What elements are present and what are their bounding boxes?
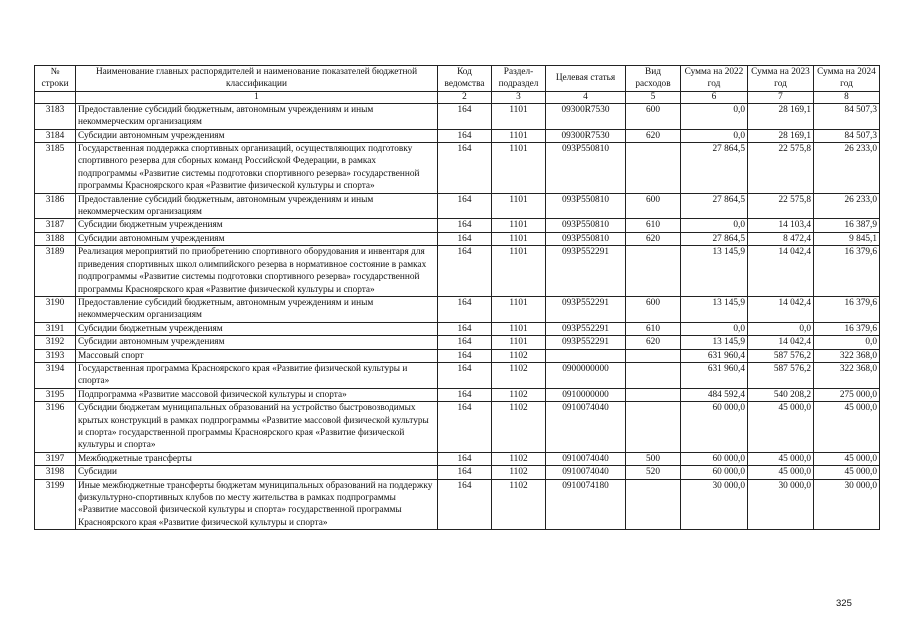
section-code: 1102 [492,479,546,530]
row-number: 3190 [35,296,76,322]
budget-table [34,65,880,530]
table-row [35,129,880,142]
target-article: 093P550810 [546,143,626,194]
sum-2023: 14 103,4 [748,219,814,232]
sum-2024: 16 387,9 [814,219,880,232]
section-code: 1101 [492,336,546,349]
sum-2024: 16 379,6 [814,296,880,322]
row-name: Реализация мероприятий по приобретению спортивного оборудования и инвентаря для приведения спортивных школ олимпийского резерва в нормативное состояние в рамках подпрограммы «Развитие системы подготовки спортивного резерва» государственной программы Красноярского края «Развитие физической культуры и спорта» [76,246,438,297]
dept-code: 164 [438,322,492,335]
sum-2024: 45 000,0 [814,466,880,479]
section-code: 1101 [492,246,546,297]
header-sum-2022: Сумма на 2022 год [681,66,748,92]
row-name: Субсидии автономным учреждениям [76,232,438,245]
sum-2024: 0,0 [814,336,880,349]
expense-type: 620 [626,336,681,349]
expense-type: 520 [626,466,681,479]
dept-code: 164 [438,362,492,388]
expense-type [626,479,681,530]
section-code: 1102 [492,452,546,465]
target-article: 093P550810 [546,193,626,219]
column-number [35,91,76,103]
sum-2024: 16 379,6 [814,322,880,335]
row-number: 3198 [35,466,76,479]
sum-2023: 45 000,0 [748,402,814,453]
sum-2023: 14 042,4 [748,246,814,297]
row-number: 3192 [35,336,76,349]
expense-type: 600 [626,193,681,219]
dept-code: 164 [438,103,492,129]
sum-2023: 587 576,2 [748,349,814,362]
sum-2022: 13 145,9 [681,336,748,349]
dept-code: 164 [438,219,492,232]
expense-type [626,349,681,362]
expense-type [626,143,681,194]
sum-2022: 631 960,4 [681,362,748,388]
row-number: 3187 [35,219,76,232]
expense-type: 600 [626,103,681,129]
sum-2022: 13 145,9 [681,246,748,297]
row-name: Субсидии автономным учреждениям [76,129,438,142]
row-name: Субсидии бюджетным учреждениям [76,322,438,335]
row-name: Предоставление субсидий бюджетным, автономным учреждениям и иным некоммерческим организациям [76,193,438,219]
table-row [35,143,880,194]
expense-type: 620 [626,129,681,142]
header-sum-2024: Сумма на 2024 год [814,66,880,92]
target-article: 0900000000 [546,362,626,388]
table-row [35,322,880,335]
row-number: 3194 [35,362,76,388]
row-name: Государственная программа Красноярского края «Развитие физической культуры и спорта» [76,362,438,388]
sum-2023: 0,0 [748,322,814,335]
section-code: 1102 [492,362,546,388]
sum-2024: 322 368,0 [814,362,880,388]
sum-2024: 322 368,0 [814,349,880,362]
sum-2022: 27 864,5 [681,232,748,245]
sum-2022: 0,0 [681,219,748,232]
row-name: Субсидии [76,466,438,479]
dept-code: 164 [438,143,492,194]
row-name: Предоставление субсидий бюджетным, автономным учреждениям и иным некоммерческим организациям [76,296,438,322]
sum-2023: 22 575,8 [748,193,814,219]
row-name: Иные межбюджетные трансферты бюджетам муниципальных образований на поддержку физкультурно-спортивных клубов по месту жительства в рамках подпрограммы «Развитие массовой физической культуры и спорта» государственной программы Красноярского края «Развитие физической культуры и спорта» [76,479,438,530]
expense-type: 610 [626,219,681,232]
target-article: 093P552291 [546,296,626,322]
sum-2024: 16 379,6 [814,246,880,297]
sum-2023: 28 169,1 [748,103,814,129]
row-name: Подпрограмма «Развитие массовой физической культуры и спорта» [76,388,438,401]
column-number: 7 [748,91,814,103]
sum-2022: 484 592,4 [681,388,748,401]
sum-2022: 27 864,5 [681,143,748,194]
table-row [35,402,880,453]
table-row [35,193,880,219]
sum-2023: 22 575,8 [748,143,814,194]
sum-2024: 84 507,3 [814,103,880,129]
target-article: 0910074040 [546,452,626,465]
sum-2023: 45 000,0 [748,466,814,479]
section-code: 1101 [492,103,546,129]
sum-2022: 27 864,5 [681,193,748,219]
sum-2024: 30 000,0 [814,479,880,530]
row-number: 3191 [35,322,76,335]
sum-2022: 0,0 [681,129,748,142]
dept-code: 164 [438,479,492,530]
dept-code: 164 [438,349,492,362]
row-number: 3193 [35,349,76,362]
row-name: Субсидии бюджетам муниципальных образований на устройство быстровозводимых крытых конструкций в рамках подпрограммы «Развитие массовой физической культуры и спорта» государственной программы Красноярского края «Развитие физической культуры и спорта» [76,402,438,453]
section-code: 1101 [492,232,546,245]
header-target: Целевая статья [546,66,626,92]
sum-2024: 45 000,0 [814,452,880,465]
section-code: 1101 [492,129,546,142]
section-code: 1101 [492,296,546,322]
dept-code: 164 [438,452,492,465]
sum-2022: 631 960,4 [681,349,748,362]
section-code: 1102 [492,402,546,453]
dept-code: 164 [438,466,492,479]
sum-2022: 30 000,0 [681,479,748,530]
section-code: 1101 [492,193,546,219]
target-article: 093P550810 [546,232,626,245]
dept-code: 164 [438,402,492,453]
sum-2022: 60 000,0 [681,402,748,453]
expense-type [626,246,681,297]
table-row [35,388,880,401]
section-code: 1102 [492,466,546,479]
target-article [546,349,626,362]
sum-2024: 9 845,1 [814,232,880,245]
expense-type: 500 [626,452,681,465]
row-number: 3199 [35,479,76,530]
column-number: 4 [546,91,626,103]
header-row-num: № строки [35,66,76,92]
sum-2023: 30 000,0 [748,479,814,530]
table-row [35,452,880,465]
dept-code: 164 [438,336,492,349]
table-row [35,246,880,297]
row-number: 3185 [35,143,76,194]
section-code: 1102 [492,388,546,401]
table-row [35,479,880,530]
row-number: 3195 [35,388,76,401]
sum-2022: 0,0 [681,103,748,129]
expense-type [626,388,681,401]
expense-type: 610 [626,322,681,335]
dept-code: 164 [438,296,492,322]
table-row [35,336,880,349]
row-number: 3186 [35,193,76,219]
sum-2023: 45 000,0 [748,452,814,465]
dept-code: 164 [438,246,492,297]
sum-2024: 45 000,0 [814,402,880,453]
section-code: 1101 [492,219,546,232]
table-header [35,66,880,104]
sum-2024: 26 233,0 [814,193,880,219]
sum-2022: 60 000,0 [681,452,748,465]
target-article: 093P552291 [546,246,626,297]
target-article: 093P550810 [546,219,626,232]
row-name: Субсидии автономным учреждениям [76,336,438,349]
target-article: 0910000000 [546,388,626,401]
row-name: Массовый спорт [76,349,438,362]
column-number: 6 [681,91,748,103]
table-row [35,296,880,322]
target-article: 0910074040 [546,402,626,453]
row-name: Предоставление субсидий бюджетным, автономным учреждениям и иным некоммерческим организациям [76,103,438,129]
dept-code: 164 [438,232,492,245]
sum-2022: 60 000,0 [681,466,748,479]
sum-2023: 28 169,1 [748,129,814,142]
sum-2024: 84 507,3 [814,129,880,142]
sum-2023: 540 208,2 [748,388,814,401]
dept-code: 164 [438,193,492,219]
target-article: 09300R7530 [546,129,626,142]
row-number: 3184 [35,129,76,142]
table-row [35,362,880,388]
expense-type [626,402,681,453]
row-number: 3189 [35,246,76,297]
sum-2024: 275 000,0 [814,388,880,401]
table-body [35,103,880,529]
sum-2023: 587 576,2 [748,362,814,388]
row-name: Государственная поддержка спортивных организаций, осуществляющих подготовку спортивного резерва для сборных команд Российской Федерации, в рамках подпрограммы «Развитие системы подготовки спортивного резерва» государственной программы Красноярского края «Развитие физической культуры и спорта» [76,143,438,194]
row-number: 3183 [35,103,76,129]
column-number: 5 [626,91,681,103]
expense-type: 600 [626,296,681,322]
column-number: 2 [438,91,492,103]
section-code: 1101 [492,143,546,194]
sum-2023: 14 042,4 [748,336,814,349]
table-row [35,349,880,362]
table-row [35,103,880,129]
dept-code: 164 [438,388,492,401]
header-dept-code: Код ведомства [438,66,492,92]
page-number: 325 [836,598,852,609]
target-article: 09300R7530 [546,103,626,129]
sum-2024: 26 233,0 [814,143,880,194]
column-number: 8 [814,91,880,103]
header-section: Раздел-подраздел [492,66,546,92]
row-number: 3197 [35,452,76,465]
row-name: Межбюджетные трансферты [76,452,438,465]
target-article: 0910074040 [546,466,626,479]
expense-type: 620 [626,232,681,245]
section-code: 1102 [492,349,546,362]
target-article: 0910074180 [546,479,626,530]
row-name: Субсидии бюджетным учреждениям [76,219,438,232]
table-row [35,466,880,479]
dept-code: 164 [438,129,492,142]
table-row [35,219,880,232]
header-sum-2023: Сумма на 2023 год [748,66,814,92]
expense-type [626,362,681,388]
row-number: 3196 [35,402,76,453]
header-name: Наименование главных распорядителей и наименование показателей бюджетной классификации [76,66,438,92]
section-code: 1101 [492,322,546,335]
column-number-row [35,91,880,103]
column-number: 1 [76,91,438,103]
header-expense-type: Вид расходов [626,66,681,92]
sum-2023: 8 472,4 [748,232,814,245]
sum-2022: 0,0 [681,322,748,335]
target-article: 093P552291 [546,322,626,335]
target-article: 093P552291 [546,336,626,349]
sum-2022: 13 145,9 [681,296,748,322]
column-number: 3 [492,91,546,103]
row-number: 3188 [35,232,76,245]
sum-2023: 14 042,4 [748,296,814,322]
table-row [35,232,880,245]
